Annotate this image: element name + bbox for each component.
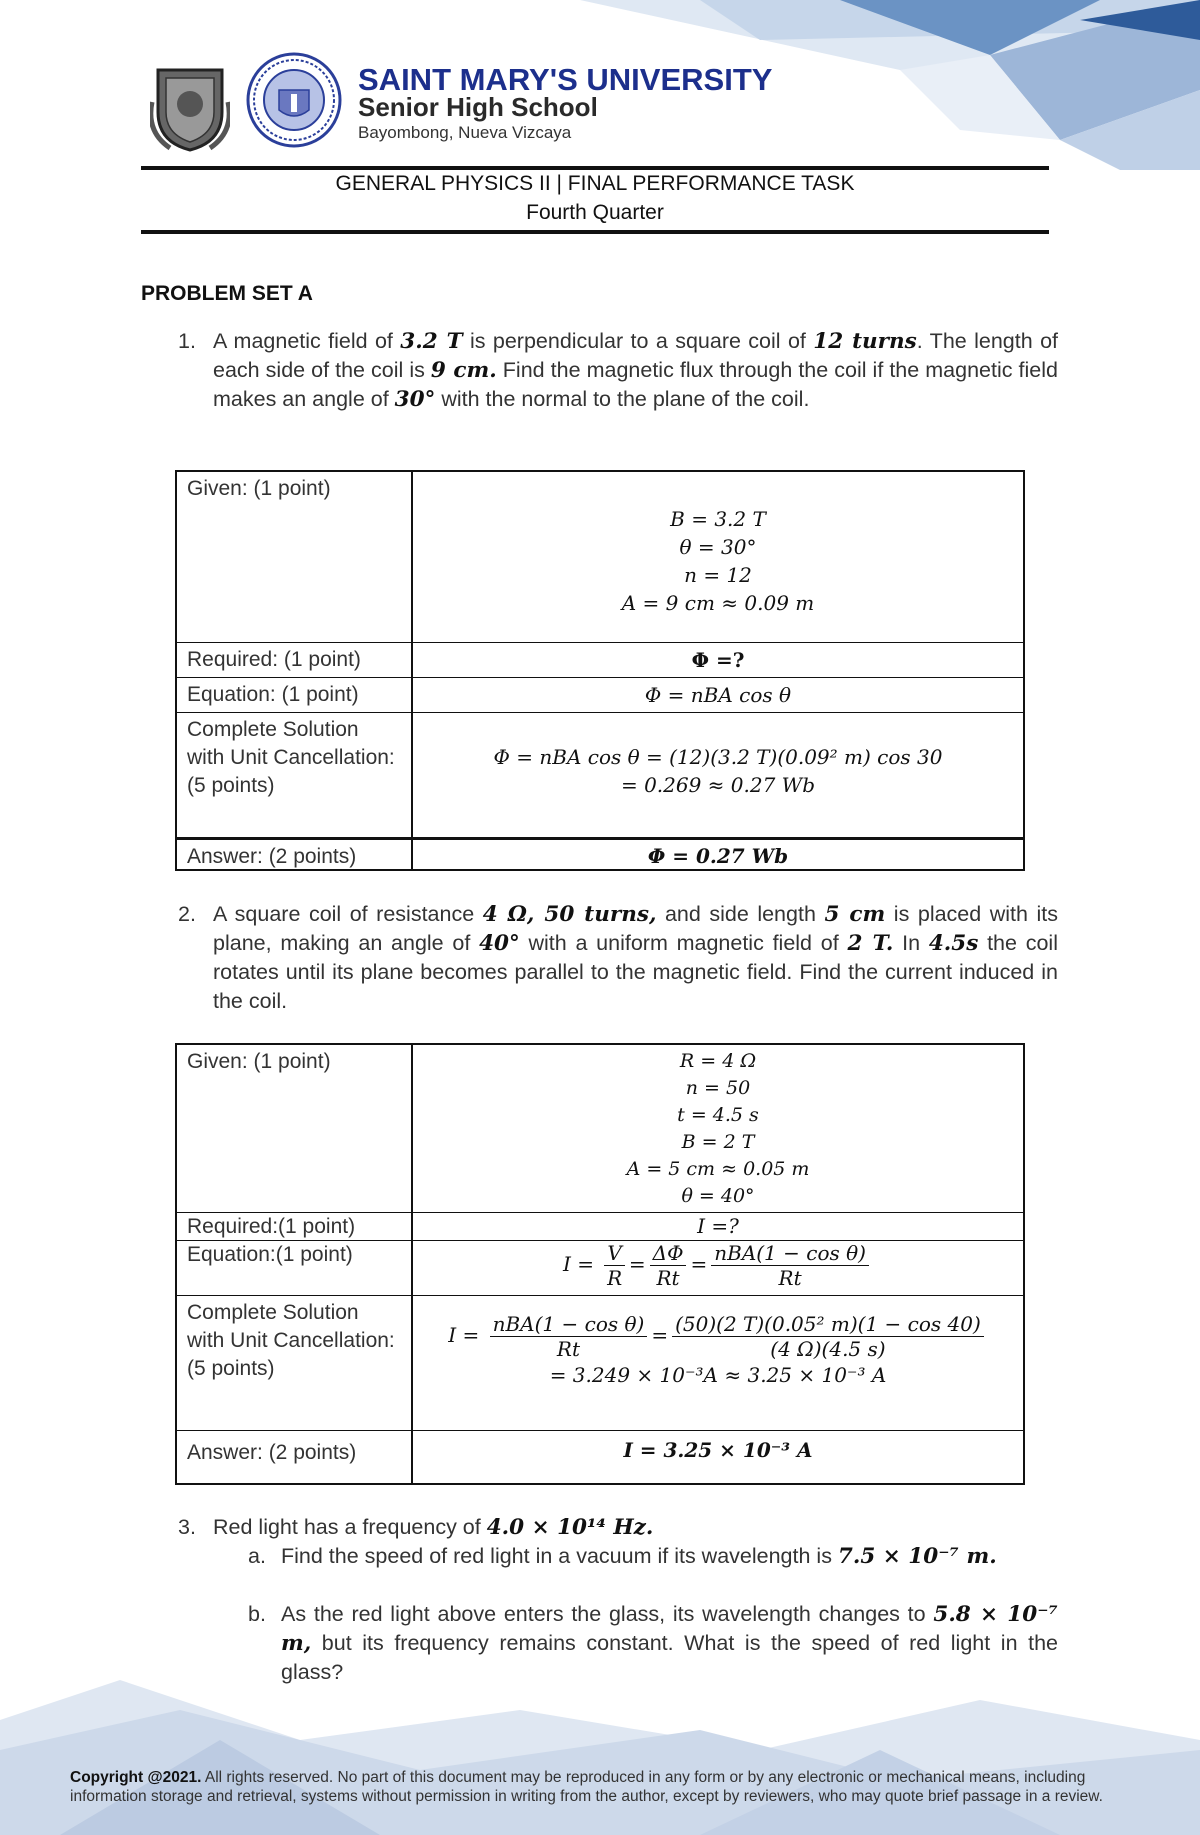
denominator: (4 Ω)(4.5 s) <box>770 1337 886 1361</box>
problem-2-number: 2. <box>178 902 196 926</box>
copyright-year: Copyright @2021. <box>70 1769 202 1786</box>
senior-high-school-seal <box>150 62 230 152</box>
given-item: A = 9 cm ≈ 0.09 m <box>621 591 815 615</box>
problem-3a-wavelength: 7.5 × 10⁻⁷ m. <box>837 1544 997 1569</box>
problem-3-number: 3. <box>178 1515 196 1539</box>
given-item: A = 5 cm ≈ 0.05 m <box>626 1158 810 1180</box>
solution-value <box>413 713 1023 837</box>
table-row <box>177 837 1023 871</box>
answer-value: I = 3.25 × 10⁻³ A <box>623 1438 813 1462</box>
problem-1-length: 9 cm. <box>430 358 497 383</box>
school-name: Senior High School <box>358 92 598 122</box>
problem-2-text: with a uniform magnetic field of <box>519 931 848 955</box>
copyright-notice <box>70 1768 1160 1806</box>
header-rule-bottom <box>141 230 1049 234</box>
denominator: Rt <box>778 1266 802 1290</box>
header-rule-top <box>141 166 1049 170</box>
fraction <box>604 1241 624 1290</box>
table-row <box>177 1430 1023 1485</box>
problem-1-text: Find the magnetic flux through the coil if the magnetic field makes an angle of <box>213 358 1058 411</box>
problem-3b-text: As the red light above enters the glass, its wavelength changes to <box>281 1602 934 1626</box>
equation-value: Φ = nBA cos θ <box>644 683 792 707</box>
problem-2-table <box>175 1043 1025 1485</box>
required-value: Φ =? <box>691 648 745 672</box>
equation-label: Equation: (1 point) <box>177 678 413 712</box>
school-location: Bayombong, Nueva Vizcaya <box>358 123 572 142</box>
fraction <box>672 1312 984 1361</box>
problem-2-text: A square coil of resistance <box>213 902 483 926</box>
problem-2 <box>178 900 1058 1016</box>
problem-3a <box>248 1542 1058 1571</box>
problem-3-frequency: 4.0 × 10¹⁴ Hz. <box>486 1515 654 1540</box>
problem-3a-number: a. <box>248 1544 266 1568</box>
university-seal <box>246 52 342 148</box>
solution-line: = 3.249 × 10⁻³A ≈ 3.25 × 10⁻³ A <box>549 1363 887 1387</box>
solution-line: = 0.269 ≈ 0.27 Wb <box>620 773 816 797</box>
problem-1-angle: 30° <box>394 387 436 412</box>
problem-3b <box>248 1600 1058 1687</box>
problem-2-field: 2 T. <box>847 931 894 956</box>
equation-label: Equation:(1 point) <box>177 1241 413 1295</box>
problem-1-turns: 12 turns <box>813 329 917 354</box>
table-row <box>177 1240 1023 1295</box>
numerator: nBA(1 − cos θ) <box>711 1241 869 1266</box>
problem-2-text: the coil rotates until its plane becomes parallel to the magnetic field. Find the current induced in the coil. <box>213 931 1058 1013</box>
table-row <box>177 642 1023 677</box>
table-row <box>177 677 1023 712</box>
course-title: GENERAL PHYSICS II | FINAL PERFORMANCE TASK <box>335 172 855 195</box>
table-row <box>177 1295 1023 1430</box>
problem-2-text: In <box>893 931 929 955</box>
problem-1-field: 3.2 T <box>400 329 463 354</box>
problem-1-table <box>175 470 1025 871</box>
table-row <box>177 1045 1023 1212</box>
problem-1 <box>178 327 1058 414</box>
required-label: Required: (1 point) <box>177 643 413 677</box>
given-values <box>413 1045 1023 1212</box>
problem-1-text: . The length of each side of the coil is <box>213 329 1059 382</box>
denominator: Rt <box>656 1266 680 1290</box>
required-label: Required:(1 point) <box>177 1213 413 1240</box>
given-item: θ = 30° <box>679 535 757 559</box>
quarter-label: Fourth Quarter <box>526 201 664 224</box>
numerator: nBA(1 − cos θ) <box>490 1312 648 1337</box>
given-label: Given: (1 point) <box>177 1045 413 1212</box>
problem-1-text: with the normal to the plane of the coil. <box>435 387 810 411</box>
problem-2-text: is placed with its plane, making an angle of <box>213 902 1058 955</box>
given-item: n = 12 <box>684 563 752 587</box>
problem-3a-text: Find the speed of red light in a vacuum if its wavelength is <box>281 1544 838 1568</box>
fraction <box>711 1241 869 1290</box>
solution-lhs: I = <box>448 1323 480 1347</box>
answer-value: Φ = 0.27 Wb <box>647 844 789 868</box>
solution-label: Complete Solution with Unit Cancellation: (5 points) <box>177 713 413 837</box>
answer-label: Answer: (2 points) <box>177 1431 413 1485</box>
table-row <box>177 712 1023 837</box>
problem-2-side: 5 cm <box>824 902 886 927</box>
answer-label: Answer: (2 points) <box>177 840 413 871</box>
denominator: Rt <box>556 1337 581 1361</box>
table-row <box>177 472 1023 642</box>
equation-lhs: I = <box>563 1252 595 1276</box>
problem-2-angle: 40° <box>479 931 520 956</box>
problem-2-resistance: 4 Ω, 50 turns, <box>482 902 657 927</box>
footer-decoration <box>0 1680 1200 1835</box>
given-item: B = 3.2 T <box>670 507 766 531</box>
problem-3b-text: but its frequency remains constant. What is the speed of red light in the glass? <box>281 1631 1058 1684</box>
university-name: SAINT MARY'S UNIVERSITY <box>358 62 773 97</box>
denominator: R <box>607 1266 623 1290</box>
solution-label: Complete Solution with Unit Cancellation: (5 points) <box>177 1296 413 1430</box>
given-item: R = 4 Ω <box>679 1050 757 1072</box>
given-values <box>413 472 1023 642</box>
copyright-text: All rights reserved. No part of this document may be reproduced in any form or by any electronic or mechanical means, including information storage and retrieval, systems without permission in writing from the author, except by reviewers, who may quote brief passage in a review. <box>70 1769 1103 1805</box>
given-item: θ = 40° <box>681 1185 755 1207</box>
solution-value <box>413 1296 1023 1430</box>
fraction <box>490 1312 648 1361</box>
problem-1-text: A magnetic field of <box>213 329 401 353</box>
problem-3 <box>178 1513 1058 1542</box>
problem-set-title: PROBLEM SET A <box>141 282 313 305</box>
problem-2-text: and side length <box>656 902 825 926</box>
solution-line: Φ = nBA cos θ = (12)(3.2 T)(0.09² m) cos 30 <box>493 745 943 769</box>
solution-line: I = $\frac{\text{nBA(1 − cos θ)}}{Rt}$ = $\frac{\text{(50)(2 T)(0.05² m)(1 − cos 40)}}{(4 \Omega)(4.5 s)}$ <box>413 1312 1023 1361</box>
numerator: (50)(2 T)(0.05² m)(1 − cos 40) <box>672 1312 984 1337</box>
table-row <box>177 1212 1023 1240</box>
numerator: ΔΦ <box>650 1241 687 1266</box>
problem-2-time: 4.5s <box>928 931 979 956</box>
problem-1-text: is perpendicular to a square coil of <box>462 329 814 353</box>
given-item: B = 2 T <box>681 1131 755 1153</box>
problem-3b-number: b. <box>248 1602 266 1626</box>
problem-1-number: 1. <box>178 329 196 353</box>
given-item: t = 4.5 s <box>677 1104 759 1126</box>
fraction <box>650 1241 687 1290</box>
equation-value: I = $\frac{V}{R}$ = $\frac{\Delta\Phi}{Rt}$ = $\frac{\text{nBA(1 − cos θ)}}{Rt}$ <box>413 1241 1023 1295</box>
required-value: I =? <box>697 1214 739 1238</box>
given-label: Given: (1 point) <box>177 472 413 642</box>
given-item: n = 50 <box>685 1077 751 1099</box>
problem-3b-wavelength: 5.8 × 10⁻⁷ m, <box>281 1602 1058 1656</box>
numerator: V <box>604 1241 624 1266</box>
problem-3-text: Red light has a frequency of <box>213 1515 487 1539</box>
